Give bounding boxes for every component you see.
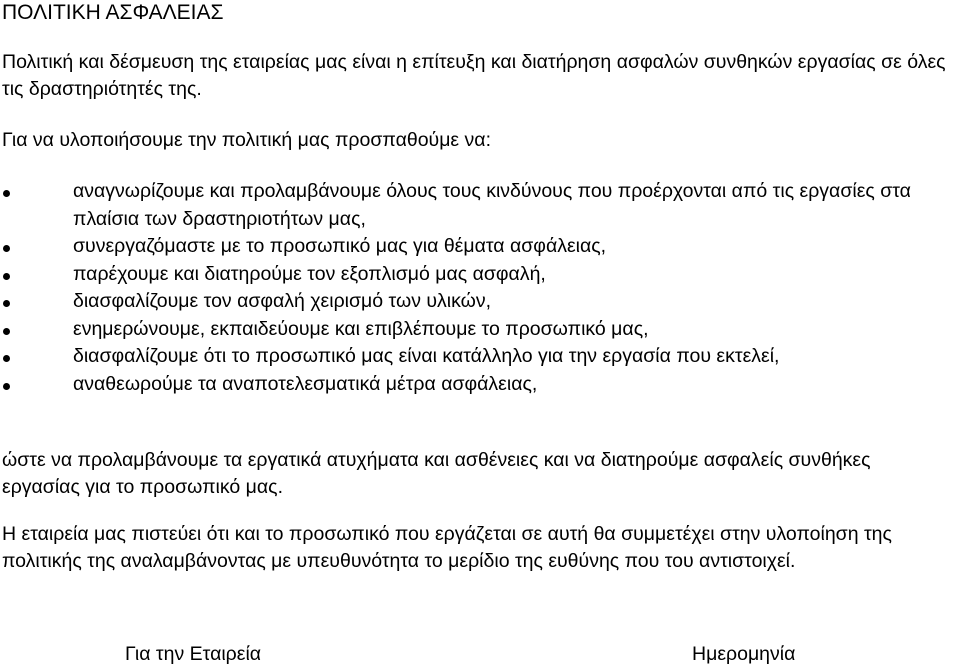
intro-paragraph: Πολιτική και δέσμευση της εταιρείας μας είναι η επίτευξη και διατήρηση ασφαλών συνθηκών εργασίας σε όλες τις δραστηριότητές της. <box>2 51 946 100</box>
bullet-icon <box>3 328 10 335</box>
bullet-icon <box>3 383 10 390</box>
bullet-icon <box>3 190 10 197</box>
commitment-list <box>0 178 960 398</box>
list-item-text: παρέχουμε και διατηρούμε τον εξοπλισμό μας ασφαλή, <box>73 262 546 285</box>
signature-company-label: Για την Εταιρεία <box>125 643 262 665</box>
bullet-icon <box>3 355 10 362</box>
signature-date-label: Ημερομηνία <box>692 643 796 665</box>
belief-paragraph: Η εταιρεία μας πιστεύει ότι και το προσωπικό που εργάζεται σε αυτή θα συμμετέχει στην υλοποίηση της πολιτικής της αναλαμβάνοντας με υπευθυνότητα το μερίδιο της ευθύνης που του αντιστοιχεί. <box>2 523 892 572</box>
lead-in-paragraph: Για να υλοποιήσουμε την πολιτική μας προσπαθούμε να: <box>2 129 491 151</box>
document-title: ΠΟΛΙΤΙΚΗ ΑΣΦΑΛΕΙΑΣ <box>2 1 224 24</box>
list-item <box>0 233 943 261</box>
bullet-icon <box>3 273 10 280</box>
list-item <box>0 288 943 316</box>
bullet-icon <box>3 245 10 252</box>
list-item <box>0 316 943 344</box>
list-item <box>0 343 943 371</box>
list-item-text: αναγνωρίζουμε και προλαμβάνουμε όλους τους κινδύνους που προέρχονται από τις εργασίες στα πλαίσια των δραστηριοτήτων μας, <box>73 180 911 230</box>
list-item-text: συνεργαζόμαστε με το προσωπικό μας για θέματα ασφάλειας, <box>73 235 607 257</box>
bullet-icon <box>3 300 10 307</box>
list-item-text: διασφαλίζουμε τον ασφαλή χειρισμό των υλικών, <box>73 290 492 312</box>
list-item-text: αναθεωρούμε τα αναποτελεσματικά μέτρα ασφάλειας, <box>73 372 538 395</box>
list-item-text: διασφαλίζουμε ότι το προσωπικό μας είναι κατάλληλο για την εργασία που εκτελεί, <box>73 345 780 367</box>
list-item <box>0 261 943 289</box>
list-item-text: ενημερώνουμε, εκπαιδεύουμε και επιβλέπουμε το προσωπικό μας, <box>73 317 649 340</box>
list-item <box>0 371 943 399</box>
outcome-paragraph: ώστε να προλαμβάνουμε τα εργατικά ατυχήματα και ασθένειες και να διατηρούμε ασφαλείς συνθήκες εργασίας για το προσωπικό μας. <box>2 449 871 498</box>
list-item <box>0 178 943 233</box>
